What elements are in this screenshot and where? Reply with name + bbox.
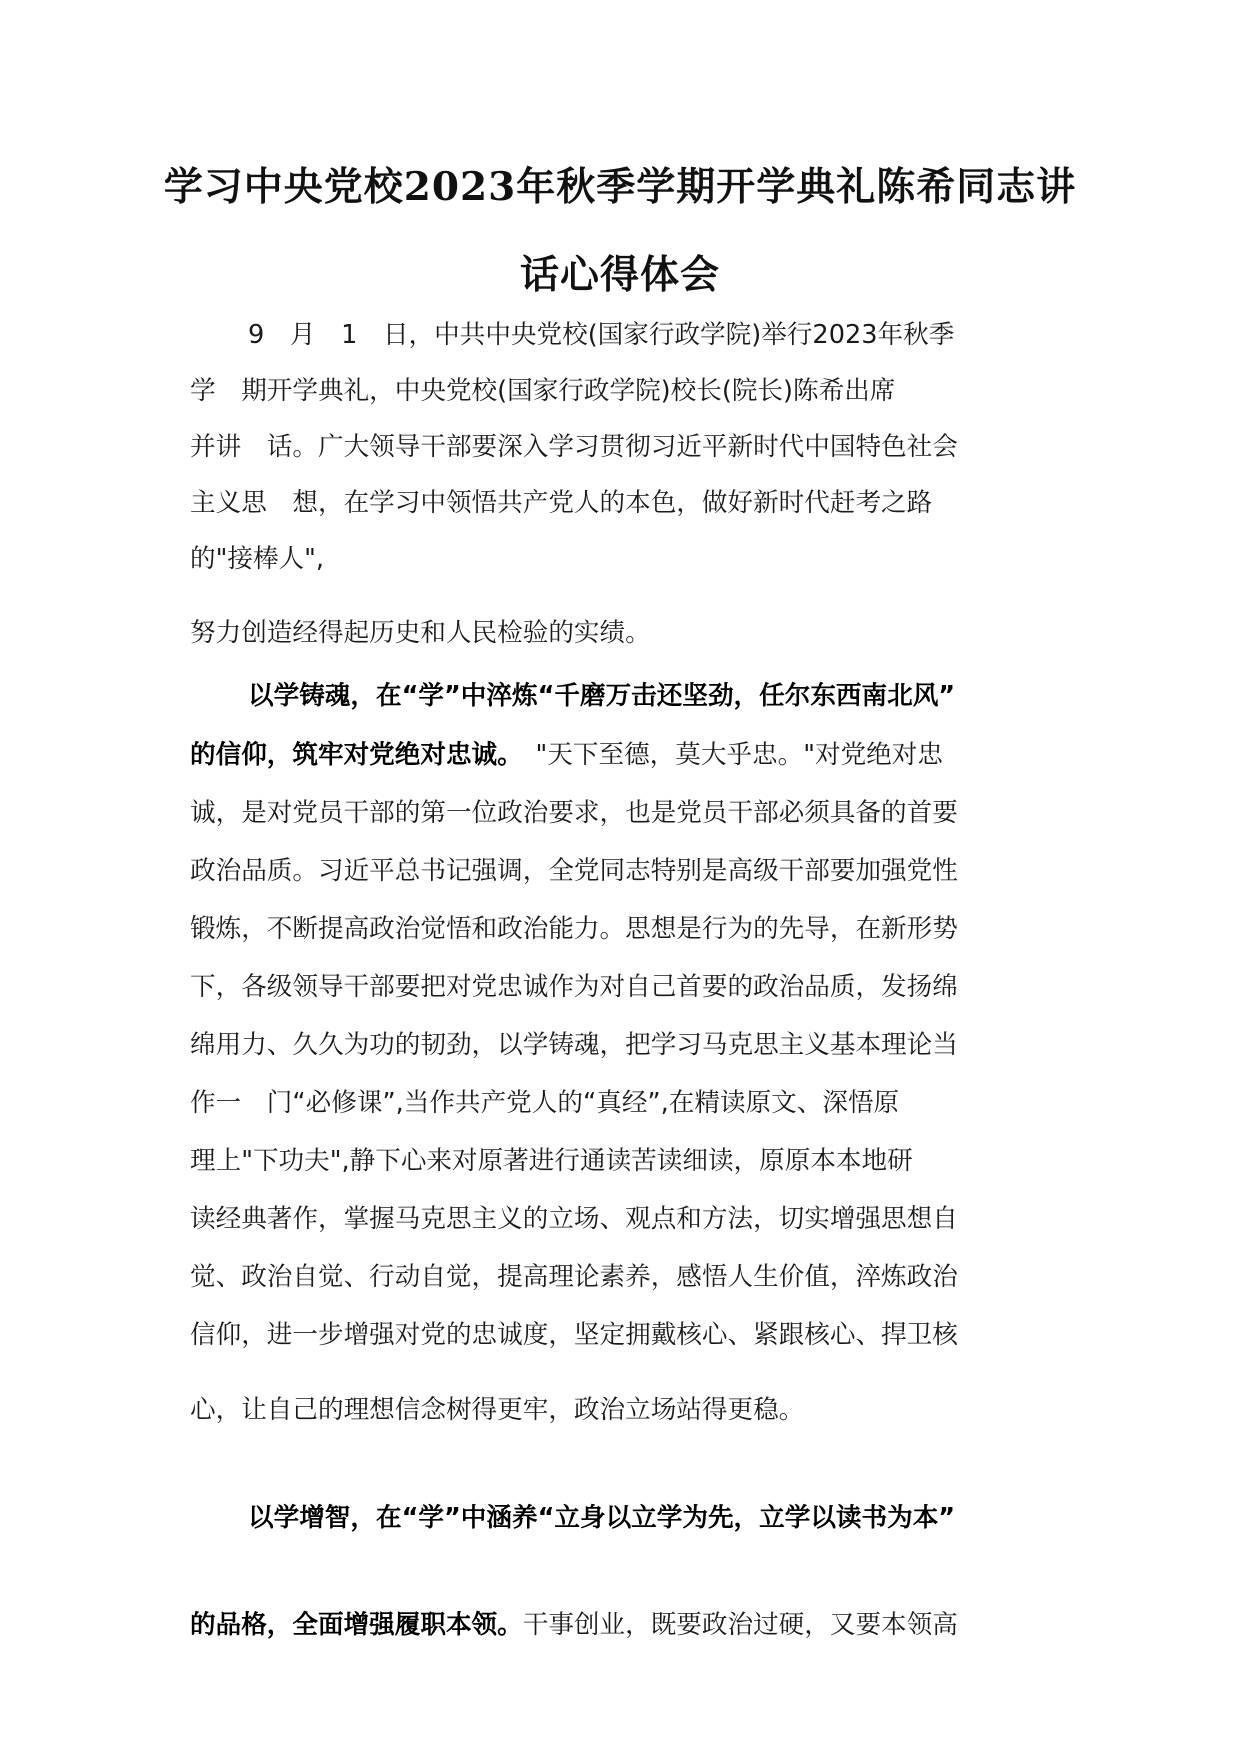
paragraph-line: 学 期开学典礼，中央党校(国家行政学院)校长(院长)陈希出席 — [190, 376, 896, 406]
paragraph-line: 的"接棒人", — [190, 544, 325, 574]
paragraph-line: 主义思 想，在学习中领悟共产党人的本色，做好新时代赶考之路 — [190, 488, 933, 518]
section-heading-fragment: 的信仰，筑牢对党绝对忠诚。 — [190, 740, 510, 770]
paragraph-line: 并讲 话。广大领导干部要深入学习贯彻习近平新时代中国特色社会 — [190, 432, 958, 462]
paragraph-line — [190, 1605, 958, 1641]
paragraph-line: 读经典著作，掌握马克思主义的立场、观点和方法，切实增强思想自 — [190, 1204, 958, 1234]
paragraph-line: 下，各级领导干部要把对党忠诚作为对自己首要的政治品质，发扬绵 — [190, 972, 958, 1002]
document-title-line-1: 学习中央党校2023年秋季学期开学典礼陈希同志讲 — [163, 164, 1077, 210]
paragraph-line: 作一 门“必修课”,当作共产党人的“真经”,在精读原文、深悟原 — [190, 1088, 900, 1118]
section-heading-fragment: 的品格，全面增强履职本领。 — [190, 1610, 523, 1640]
paragraph-line — [190, 735, 943, 771]
section-heading-line: 以学铸魂，在“学”中淬炼“千磨万击还坚劲，任尔东西南北风” — [248, 681, 956, 711]
paragraph-line: 锻炼，不断提高政治觉悟和政治能力。思想是行为的先导，在新形势 — [190, 914, 958, 944]
paragraph-line: 努力创造经得起历史和人民检验的实绩。 — [190, 618, 651, 648]
paragraph-line: 信仰，进一步增强对党的忠诚度，坚定拥戴核心、紧跟核心、捍卫核 — [190, 1320, 958, 1350]
paragraph-line: 9 月 1 日，中共中央党校(国家行政学院)举行2023年秋季 — [248, 320, 955, 350]
paragraph-line: 理上"下功夫",静下心来对原著进行通读苦读细读，原原本本地研 — [190, 1146, 913, 1176]
paragraph-fragment: 干事创业，既要政治过硬，又要本领高 — [522, 1610, 958, 1640]
paragraph-line: 政治品质。习近平总书记强调，全党同志特别是高级干部要加强党性 — [190, 856, 958, 886]
paragraph-line: 心，让自己的理想信念树得更牢，政治立场站得更稳。 — [190, 1395, 805, 1425]
paragraph-line: 诚，是对党员干部的第一位政治要求，也是党员干部必须具备的首要 — [190, 798, 958, 828]
document-title-line-2: 话心得体会 — [519, 252, 720, 298]
section-heading-line: 以学增智，在“学”中涵养“立身以立学为先，立学以读书为本” — [248, 1503, 956, 1533]
paragraph-line: 绵用力、久久为功的韧劲，以学铸魂，把学习马克思主义基本理论当 — [190, 1030, 958, 1060]
paragraph-line: 觉、政治自觉、行动自觉，提高理论素养，感悟人生价值，淬炼政治 — [190, 1262, 958, 1292]
paragraph-fragment: "天下至德，莫大乎忠。"对党绝对忠 — [509, 740, 943, 770]
